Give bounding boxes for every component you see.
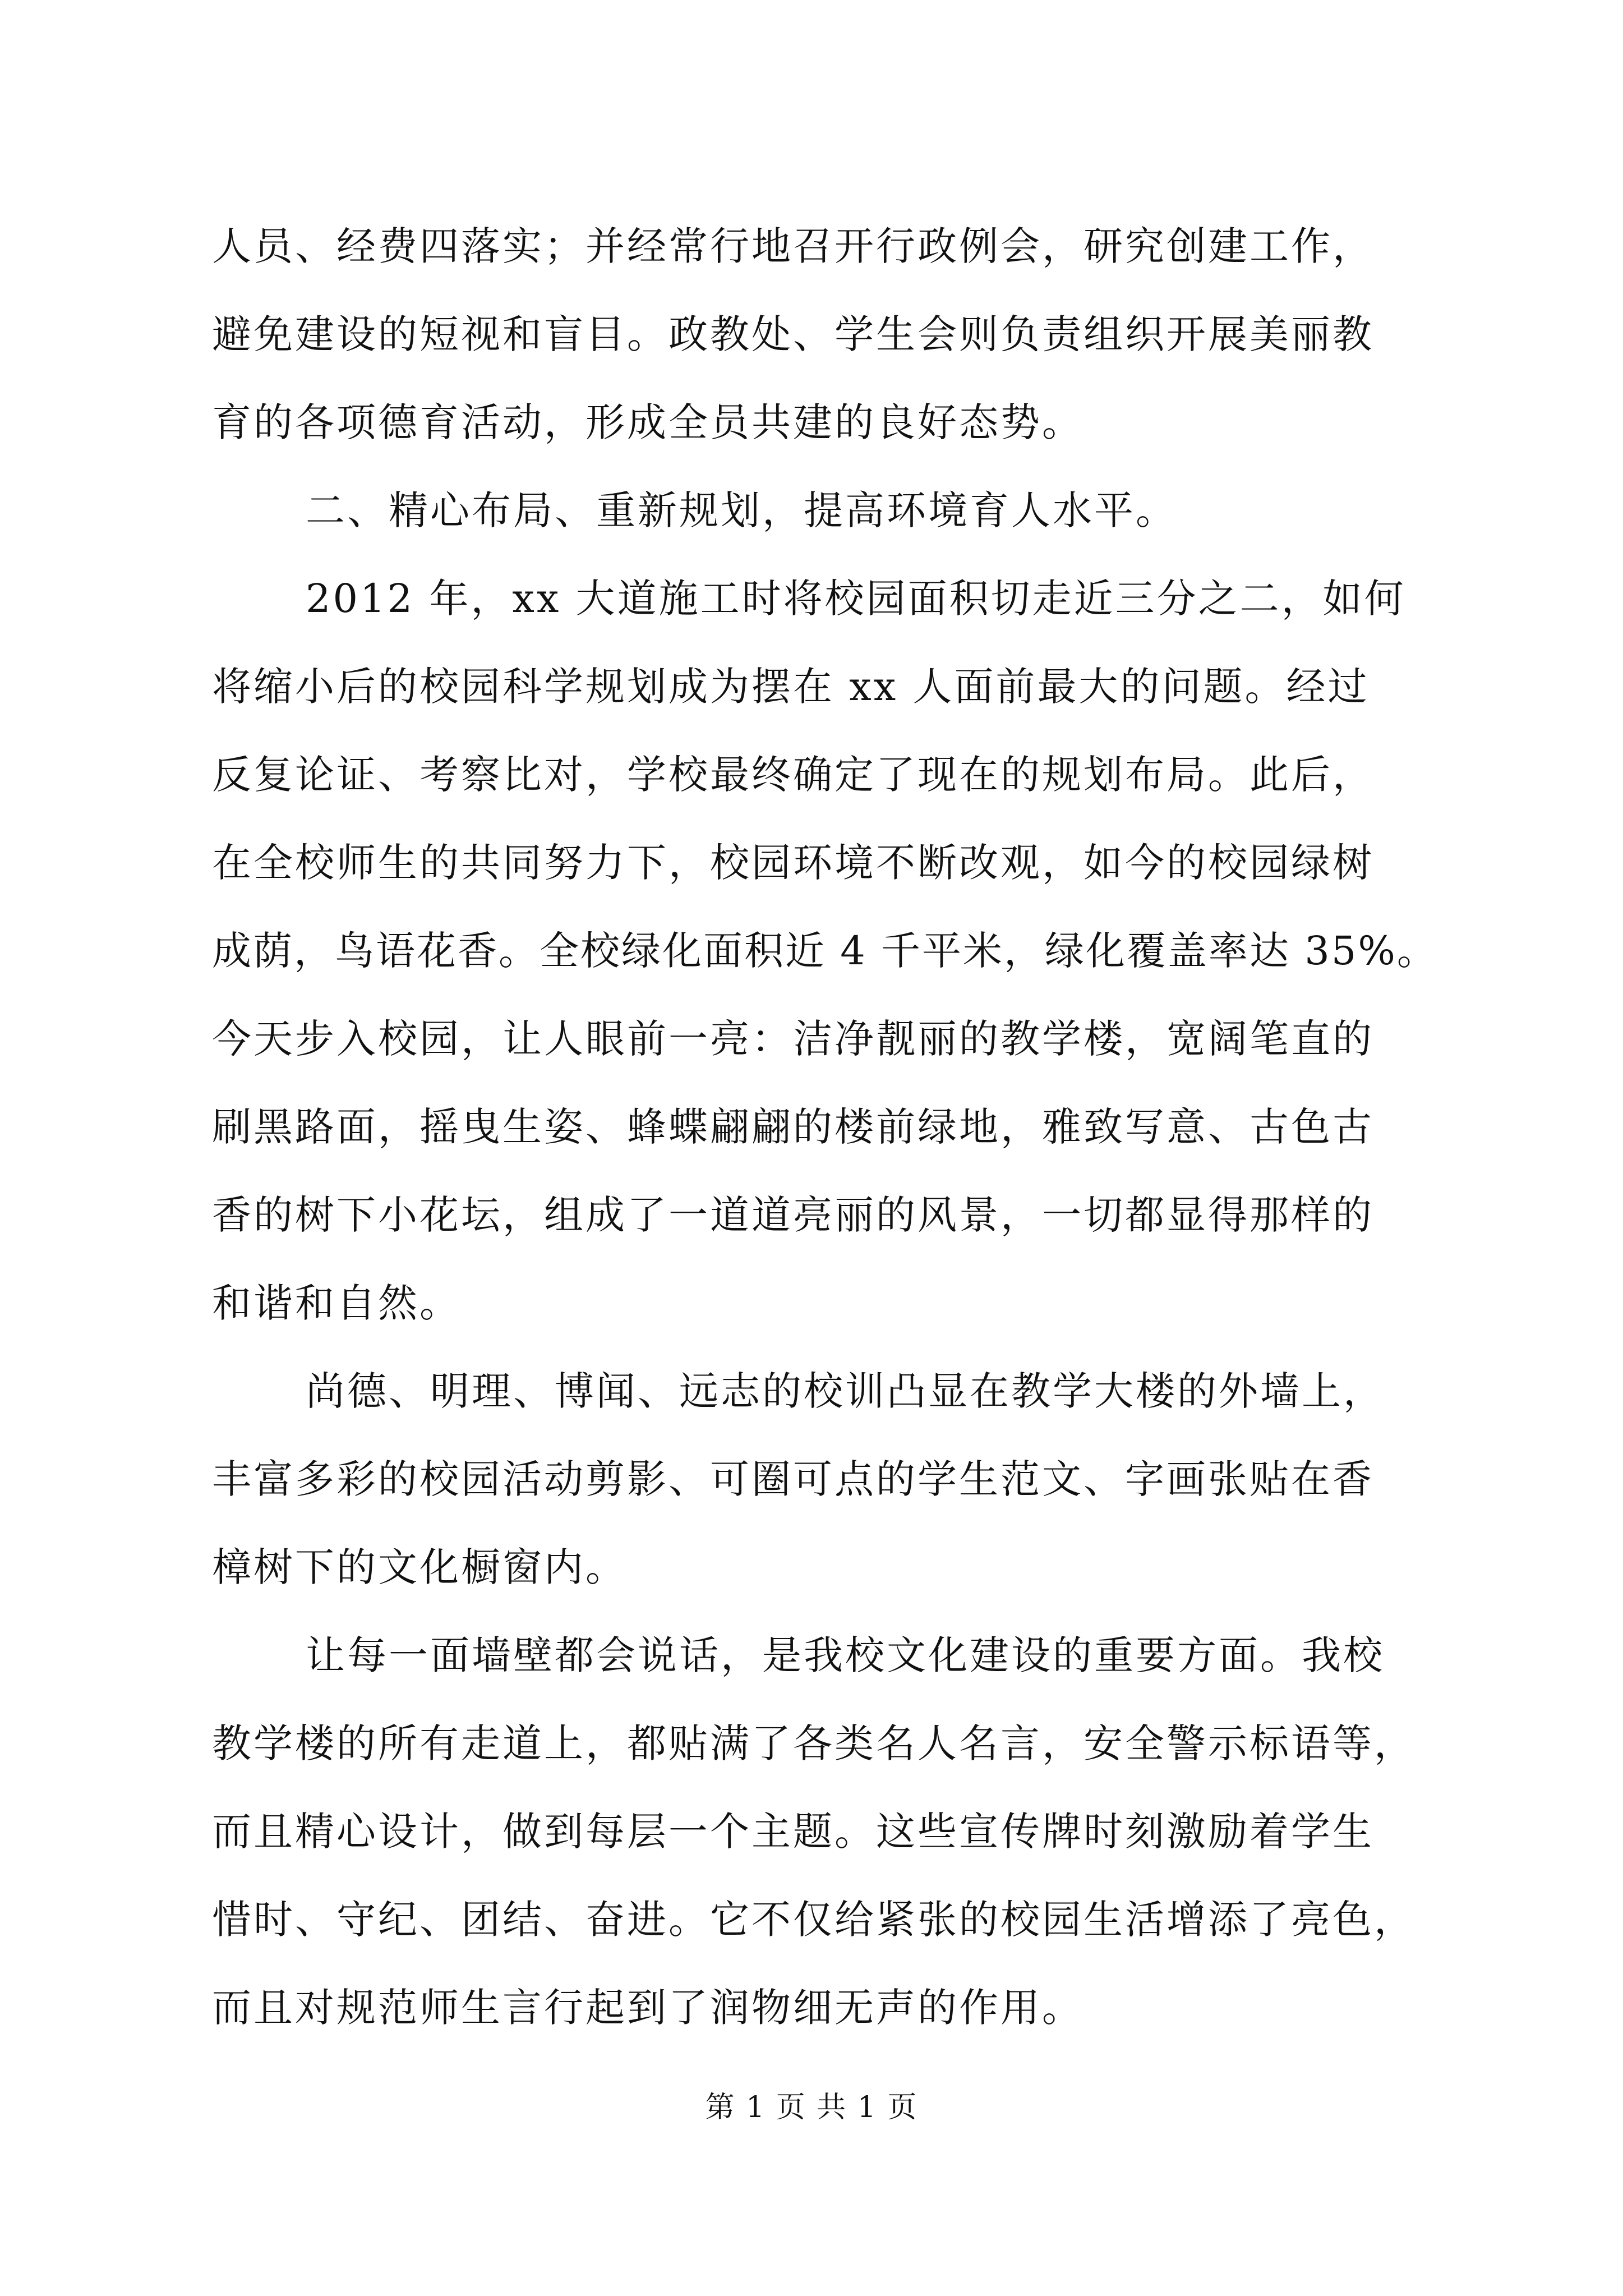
- text-line: 惜时、守纪、团结、奋进。它不仅给紧张的校园生活增添了亮色，: [212, 1897, 1415, 1943]
- text-line: 尚德、明理、博闻、远志的校训凸显在教学大楼的外墙上，: [306, 1368, 1385, 1414]
- text-line: 香的树下小花坛，组成了一道道亮丽的风景，一切都显得那样的: [212, 1192, 1374, 1238]
- text-line: 避免建设的短视和盲目。政教处、学生会则负责组织开展美丽教: [212, 311, 1374, 357]
- text-line: 将缩小后的校园科学规划成为摆在 xx 人面前最大的问题。经过: [212, 664, 1370, 710]
- text-line: 成荫，鸟语花香。全校绿化面积近 4 千平米，绿化覆盖率达 35%。: [212, 928, 1438, 974]
- section-heading: 二、精心布局、重新规划，提高环境育人水平。: [306, 487, 1177, 533]
- text-line: 今天步入校园，让人眼前一亮：洁净靓丽的教学楼，宽阔笔直的: [212, 1016, 1374, 1062]
- text-line: 育的各项德育活动，形成全员共建的良好态势。: [212, 399, 1083, 445]
- text-line: 樟树下的文化橱窗内。: [212, 1544, 627, 1590]
- text-line: 在全校师生的共同努力下，校园环境不断改观，如今的校园绿树: [212, 840, 1374, 886]
- text-line: 反复论证、考察比对，学校最终确定了现在的规划布局。此后，: [212, 752, 1374, 798]
- text-line: 和谐和自然。: [212, 1280, 461, 1326]
- text-line: 人员、经费四落实；并经常行地召开行政例会，研究创建工作，: [212, 223, 1374, 269]
- text-line: 而且精心设计，做到每层一个主题。这些宣传牌时刻激励着学生: [212, 1809, 1374, 1855]
- text-line: 教学楼的所有走道上，都贴满了各类名人名言，安全警示标语等，: [212, 1720, 1415, 1766]
- text-line: 让每一面墙壁都会说话，是我校文化建设的重要方面。我校: [306, 1632, 1385, 1678]
- text-line: 刷黑路面，摇曳生姿、蜂蝶翩翩的楼前绿地，雅致写意、古色古: [212, 1104, 1374, 1150]
- text-line: 而且对规范师生言行起到了润物细无声的作用。: [212, 1985, 1083, 2031]
- page-footer: 第 1 页 共 1 页: [705, 2091, 918, 2124]
- text-line: 丰富多彩的校园活动剪影、可圈可点的学生范文、字画张贴在香: [212, 1456, 1374, 1502]
- text-line: 2012 年，xx 大道施工时将校园面积切走近三分之二，如何: [306, 576, 1406, 622]
